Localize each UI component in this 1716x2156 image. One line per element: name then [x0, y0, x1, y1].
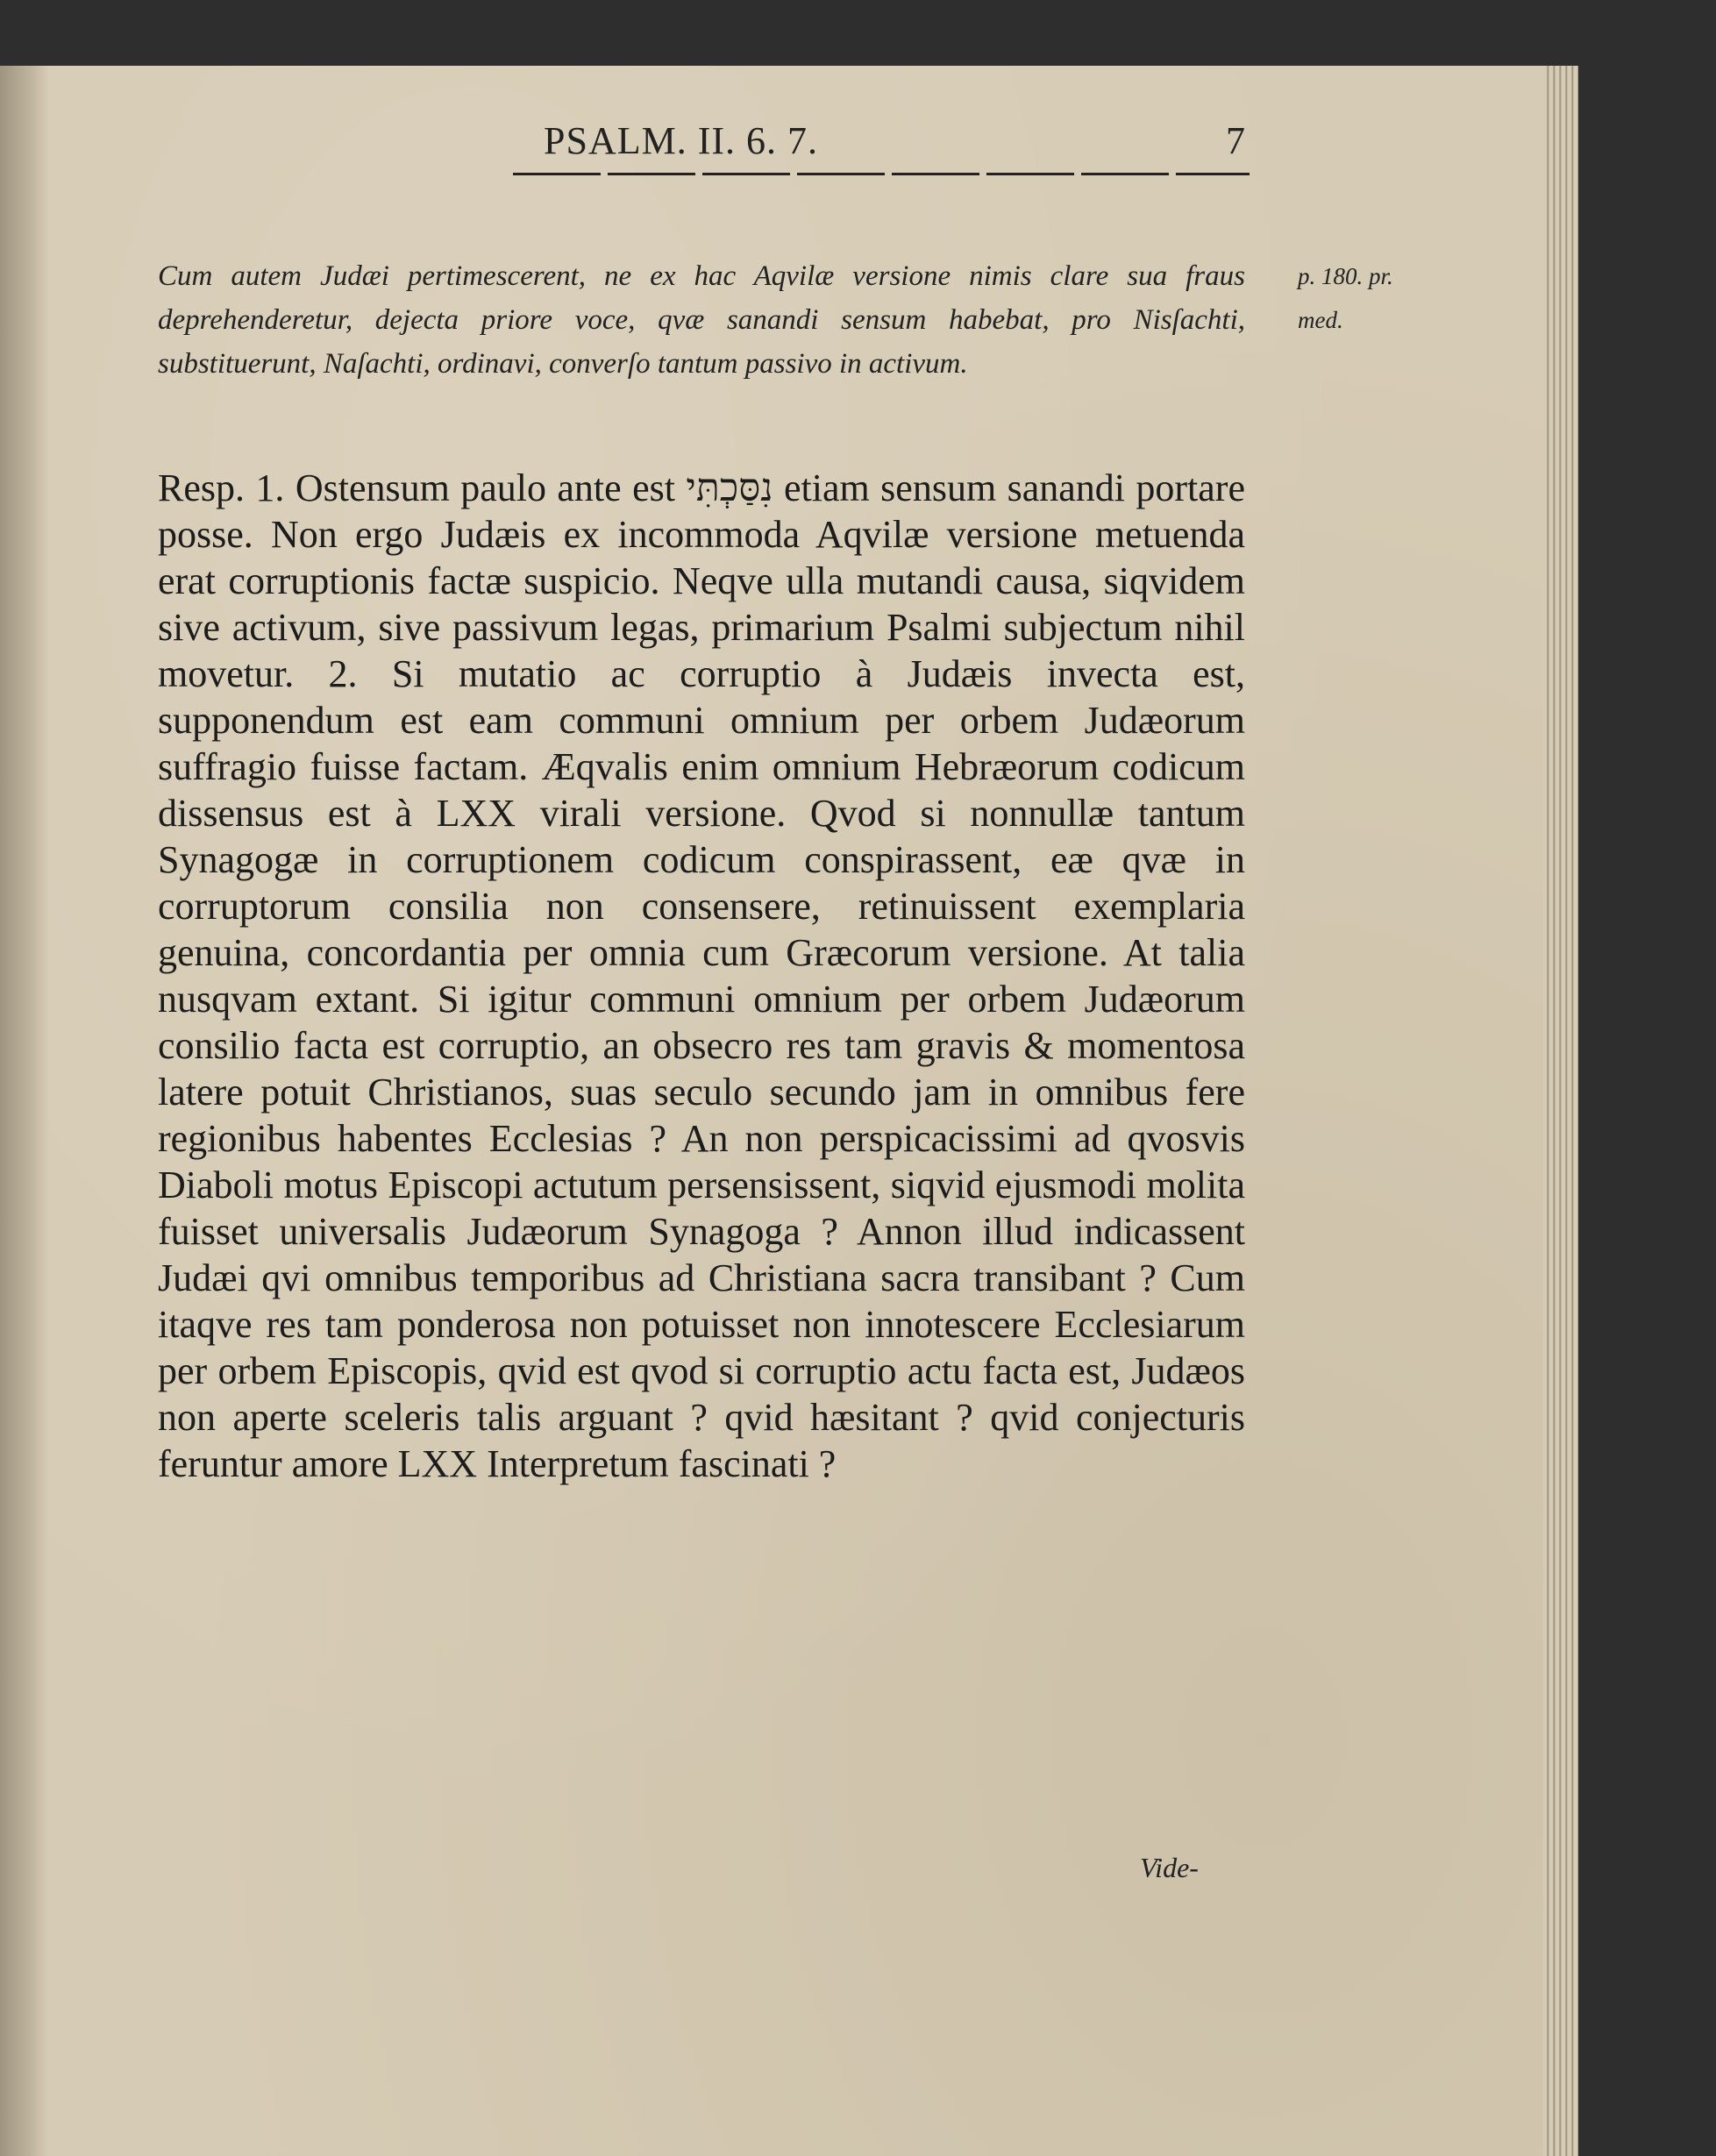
margin-reference: p. 180. pr. med. — [1298, 263, 1393, 333]
quoted-passage — [158, 254, 1245, 386]
catchword: Vide- — [1140, 1852, 1199, 1883]
main-text-paragraph: Resp. 1. Ostensum paulo ante est נִסַּכְתִּי etiam sensum sanandi portare posse. Non ergo Judæis ex incommoda Aqvilæ versione metuenda erat corruptionis factæ suspicio. Neqve ulla mutandi causa, siqvidem sive activum, sive passivum legas, primarium Psalmi subjectum nihil movetur. 2. Si mutatio ac corruptio à Judæis invecta est, supponendum est eam communi omnium per orbem Judæorum suffragio fuisse factam. Æqvalis enim omnium Hebræorum codicum dissensus est à LXX virali versione. Qvod si nonnullæ tantum Synagogæ in corruptionem codicum conspirassent, eæ qvæ in corruptorum consilia non consensere, retinuissent exemplaria genuina, concordantia per omnia cum Græcorum versione. At talia nusqvam extant. Si igitur communi omnium per orbem Judæorum consilio facta est corruptio, an obsecro res tam gravis & momentosa latere potuit Christianos, suas seculo secundo jam in omnibus fere regionibus habentes Ecclesias ? An non perspicacissimi ad qvosvis Diaboli motus Episcopi actutum persensissent, siqvid ejusmodi molita fuisset universalis Judæorum Synagoga ? Annon illud indicassent Judæi qvi omnibus temporibus ad Christiana sacra transibant ? Cum itaqve res tam ponderosa non potuisset non innotescere Ecclesiarum per orbem Episcopis, qvid est qvod si corruptio actu facta est, Judæos non aperte sceleris talis arguant ? qvid hæsitant ? qvid conjecturis feruntur amore LXX Interpretum fascinati ? — [158, 466, 1245, 1485]
page-header — [513, 118, 1250, 180]
main-text — [158, 465, 1245, 1487]
page-edges — [1543, 66, 1578, 2156]
page-number: 7 — [1226, 119, 1245, 162]
book-gutter — [0, 66, 48, 2156]
running-title: PSALM. II. 6. 7. — [544, 119, 819, 162]
quoted-passage-text: Cum autem Judæi pertimescerent, ne ex hac Aqvilæ versione nimis clare sua fraus deprehenderetur, dejecta priore voce, qvæ sanandi sensum habebat, pro Nisſachti, substituerunt, Naſachti, ordinavi, converſo tantum passivo in activum. — [158, 260, 1245, 380]
header-rule — [513, 173, 1250, 175]
